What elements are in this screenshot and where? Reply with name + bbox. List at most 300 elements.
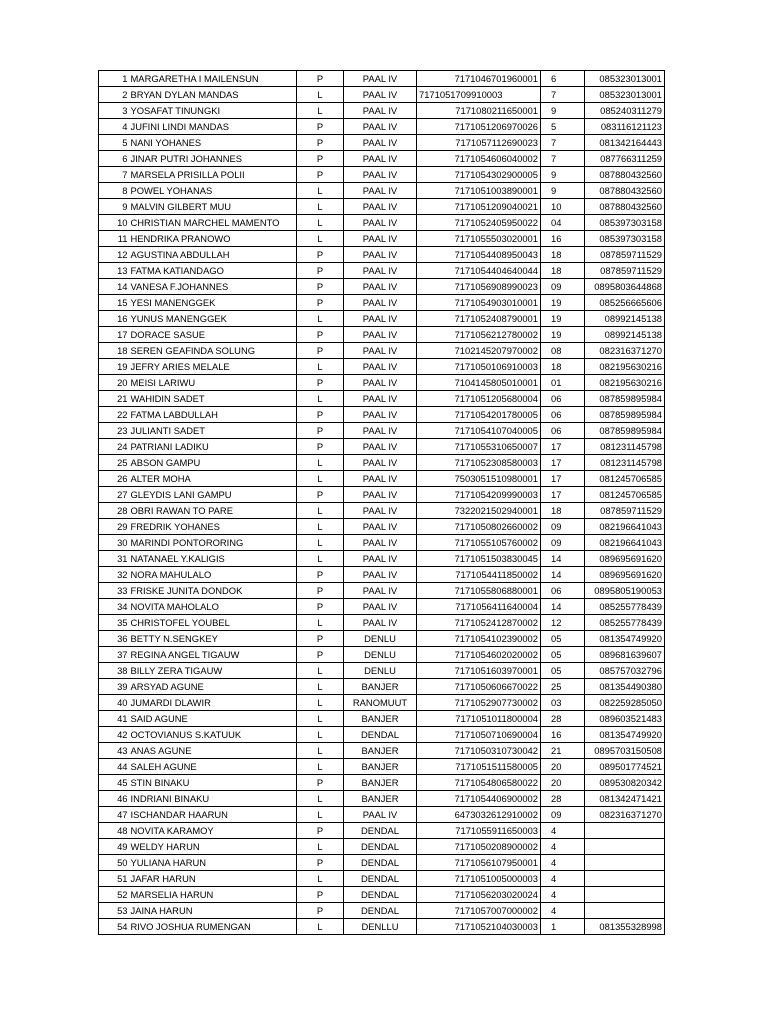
phone-cell: 087859711529	[585, 263, 665, 279]
person-name: FATMA KATIANDAGO	[129, 263, 297, 279]
table-row	[99, 919, 665, 935]
code-cell: 06	[541, 583, 585, 599]
phone-cell: 085255778439	[585, 599, 665, 615]
location-cell: BANJER	[344, 711, 417, 727]
phone-cell: 082259285050	[585, 695, 665, 711]
person-name: PATRIANI LADIKU	[129, 439, 297, 455]
location-cell: PAAL IV	[344, 615, 417, 631]
row-number: 27	[99, 487, 129, 503]
location-cell: PAAL IV	[344, 807, 417, 823]
gender-cell: P	[297, 423, 344, 439]
location-cell: PAAL IV	[344, 295, 417, 311]
row-number: 7	[99, 167, 129, 183]
person-name: STIN BINAKU	[129, 775, 297, 791]
gender-cell: P	[297, 135, 344, 151]
location-cell: DENDAL	[344, 903, 417, 919]
code-cell: 9	[541, 167, 585, 183]
gender-cell: P	[297, 279, 344, 295]
gender-cell: L	[297, 791, 344, 807]
gender-cell: L	[297, 183, 344, 199]
phone-cell: 087859711529	[585, 247, 665, 263]
person-name: NANI YOHANES	[129, 135, 297, 151]
table-row	[99, 711, 665, 727]
phone-cell: 08992145138	[585, 327, 665, 343]
phone-cell: 08992145138	[585, 311, 665, 327]
id-number-cell: 7171051005000003	[417, 871, 541, 887]
table-row	[99, 391, 665, 407]
phone-cell: 081355328998	[585, 919, 665, 935]
person-name: JUFINI LINDI MANDAS	[129, 119, 297, 135]
code-cell: 14	[541, 599, 585, 615]
row-number: 36	[99, 631, 129, 647]
table-row	[99, 519, 665, 535]
location-cell: PAAL IV	[344, 359, 417, 375]
code-cell: 18	[541, 359, 585, 375]
code-cell: 5	[541, 119, 585, 135]
id-number-cell: 7171054302900005	[417, 167, 541, 183]
phone-cell: 085255778439	[585, 615, 665, 631]
id-number-cell: 7171057007000002	[417, 903, 541, 919]
row-number: 2	[99, 87, 129, 103]
gender-cell: P	[297, 71, 344, 87]
gender-cell: P	[297, 295, 344, 311]
location-cell: PAAL IV	[344, 375, 417, 391]
person-name: MARGARETHA I MAILENSUN	[129, 71, 297, 87]
gender-cell: L	[297, 695, 344, 711]
id-number-cell: 7171052405950022	[417, 215, 541, 231]
person-name: JEFRY ARIES MELALE	[129, 359, 297, 375]
code-cell: 04	[541, 215, 585, 231]
row-number: 31	[99, 551, 129, 567]
person-name: YUNUS MANENGGEK	[129, 311, 297, 327]
gender-cell: L	[297, 359, 344, 375]
code-cell: 05	[541, 663, 585, 679]
row-number: 23	[99, 423, 129, 439]
location-cell: DENDAL	[344, 839, 417, 855]
table-row	[99, 455, 665, 471]
id-number-cell: 7102145207970002	[417, 343, 541, 359]
code-cell: 05	[541, 647, 585, 663]
location-cell: DENLU	[344, 663, 417, 679]
row-number: 13	[99, 263, 129, 279]
person-name: FRISKE JUNITA DONDOK	[129, 583, 297, 599]
phone-cell: 085397303158	[585, 215, 665, 231]
person-name: SAID AGUNE	[129, 711, 297, 727]
code-cell: 4	[541, 887, 585, 903]
code-cell: 6	[541, 71, 585, 87]
phone-cell: 087859895984	[585, 423, 665, 439]
row-number: 47	[99, 807, 129, 823]
phone-cell: 089603521483	[585, 711, 665, 727]
code-cell: 7	[541, 87, 585, 103]
phone-cell: 089695691620	[585, 551, 665, 567]
table-row	[99, 231, 665, 247]
id-number-cell: 7171052412870002	[417, 615, 541, 631]
location-cell: PAAL IV	[344, 471, 417, 487]
table-row	[99, 535, 665, 551]
code-cell: 16	[541, 727, 585, 743]
person-name: BILLY ZERA TIGAUW	[129, 663, 297, 679]
gender-cell: L	[297, 663, 344, 679]
location-cell: DENDAL	[344, 871, 417, 887]
id-number-cell: 7171051003890001	[417, 183, 541, 199]
person-name: NORA MAHULALO	[129, 567, 297, 583]
gender-cell: L	[297, 615, 344, 631]
phone-cell: 085256665606	[585, 295, 665, 311]
phone-cell: 082316371270	[585, 807, 665, 823]
location-cell: PAAL IV	[344, 343, 417, 359]
person-name: RIVO JOSHUA RUMENGAN	[129, 919, 297, 935]
code-cell: 03	[541, 695, 585, 711]
code-cell: 09	[541, 519, 585, 535]
person-name: NOVITA KARAMOY	[129, 823, 297, 839]
gender-cell: L	[297, 871, 344, 887]
gender-cell: P	[297, 327, 344, 343]
person-name: VANESA F.JOHANNES	[129, 279, 297, 295]
row-number: 6	[99, 151, 129, 167]
phone-cell: 081245706585	[585, 487, 665, 503]
person-name: NATANAEL Y.KALIGIS	[129, 551, 297, 567]
person-name: YESI MANENGGEK	[129, 295, 297, 311]
table-row	[99, 359, 665, 375]
row-number: 45	[99, 775, 129, 791]
phone-cell: 081354749920	[585, 631, 665, 647]
code-cell: 05	[541, 631, 585, 647]
row-number: 25	[99, 455, 129, 471]
gender-cell: P	[297, 487, 344, 503]
id-number-cell: 7171050310730042	[417, 743, 541, 759]
id-number-cell: 7171051205680004	[417, 391, 541, 407]
code-cell: 4	[541, 823, 585, 839]
id-number-cell: 7171056107950001	[417, 855, 541, 871]
id-number-cell: 7171051511580005	[417, 759, 541, 775]
gender-cell: L	[297, 471, 344, 487]
code-cell: 7	[541, 151, 585, 167]
id-number-cell: 7171051503830045	[417, 551, 541, 567]
row-number: 34	[99, 599, 129, 615]
table-row	[99, 119, 665, 135]
id-number-cell: 7171054102390002	[417, 631, 541, 647]
id-number-cell: 7171050606670022	[417, 679, 541, 695]
id-number-cell: 7171054201780005	[417, 407, 541, 423]
location-cell: BANJER	[344, 743, 417, 759]
person-name: AGUSTINA ABDULLAH	[129, 247, 297, 263]
location-cell: PAAL IV	[344, 87, 417, 103]
phone-cell: 0895803644868	[585, 279, 665, 295]
gender-cell: P	[297, 263, 344, 279]
id-number-cell: 7171052408790001	[417, 311, 541, 327]
person-name: NOVITA MAHOLALO	[129, 599, 297, 615]
code-cell: 20	[541, 775, 585, 791]
table-row	[99, 583, 665, 599]
location-cell: PAAL IV	[344, 519, 417, 535]
table-row	[99, 775, 665, 791]
row-number: 26	[99, 471, 129, 487]
table-row	[99, 663, 665, 679]
location-cell: PAAL IV	[344, 423, 417, 439]
code-cell: 06	[541, 407, 585, 423]
gender-cell: L	[297, 727, 344, 743]
gender-cell: P	[297, 583, 344, 599]
phone-cell: 087880432560	[585, 167, 665, 183]
code-cell: 14	[541, 551, 585, 567]
table-row	[99, 439, 665, 455]
id-number-cell: 7171054806580022	[417, 775, 541, 791]
gender-cell: L	[297, 743, 344, 759]
location-cell: PAAL IV	[344, 135, 417, 151]
gender-cell: L	[297, 103, 344, 119]
person-name: ARSYAD AGUNE	[129, 679, 297, 695]
row-number: 8	[99, 183, 129, 199]
row-number: 4	[99, 119, 129, 135]
id-number-cell: 7503051510980001	[417, 471, 541, 487]
id-number-cell: 6473032612910002	[417, 807, 541, 823]
phone-cell	[585, 887, 665, 903]
code-cell: 28	[541, 711, 585, 727]
code-cell: 16	[541, 231, 585, 247]
gender-cell: L	[297, 839, 344, 855]
gender-cell: L	[297, 311, 344, 327]
gender-cell: L	[297, 535, 344, 551]
table-row	[99, 167, 665, 183]
id-number-cell: 7171050710690004	[417, 727, 541, 743]
location-cell: DENDAL	[344, 823, 417, 839]
table-row	[99, 679, 665, 695]
location-cell: DENLU	[344, 631, 417, 647]
phone-cell	[585, 871, 665, 887]
id-number-cell: 7171046701960001	[417, 71, 541, 87]
id-number-cell: 7171055503020001	[417, 231, 541, 247]
gender-cell: P	[297, 167, 344, 183]
phone-cell: 089681639607	[585, 647, 665, 663]
gender-cell: P	[297, 439, 344, 455]
id-number-cell: 7322021502940001	[417, 503, 541, 519]
code-cell: 9	[541, 183, 585, 199]
code-cell: 09	[541, 807, 585, 823]
row-number: 48	[99, 823, 129, 839]
id-number-cell: 7171055310650007	[417, 439, 541, 455]
gender-cell: L	[297, 679, 344, 695]
id-number-cell: 7171054406900002	[417, 791, 541, 807]
location-cell: PAAL IV	[344, 103, 417, 119]
code-cell: 14	[541, 567, 585, 583]
person-name: CHRISTIAN MARCHEL MAMENTO	[129, 215, 297, 231]
location-cell: RANOMUUT	[344, 695, 417, 711]
code-cell: 18	[541, 263, 585, 279]
location-cell: PAAL IV	[344, 599, 417, 615]
row-number: 35	[99, 615, 129, 631]
person-name: ANAS AGUNE	[129, 743, 297, 759]
location-cell: PAAL IV	[344, 279, 417, 295]
phone-cell: 081245706585	[585, 471, 665, 487]
gender-cell: L	[297, 215, 344, 231]
gender-cell: L	[297, 391, 344, 407]
table-row	[99, 503, 665, 519]
code-cell: 09	[541, 535, 585, 551]
table-row	[99, 423, 665, 439]
id-number-cell: 7171052104030003	[417, 919, 541, 935]
code-cell: 01	[541, 375, 585, 391]
table-row	[99, 183, 665, 199]
phone-cell: 082195630216	[585, 375, 665, 391]
gender-cell: L	[297, 199, 344, 215]
code-cell: 18	[541, 503, 585, 519]
table-row	[99, 311, 665, 327]
row-number: 12	[99, 247, 129, 263]
location-cell: DENLLU	[344, 919, 417, 935]
table-row	[99, 471, 665, 487]
row-number: 51	[99, 871, 129, 887]
row-number: 32	[99, 567, 129, 583]
row-number: 20	[99, 375, 129, 391]
location-cell: PAAL IV	[344, 215, 417, 231]
row-number: 46	[99, 791, 129, 807]
code-cell: 25	[541, 679, 585, 695]
gender-cell: L	[297, 455, 344, 471]
phone-cell	[585, 823, 665, 839]
phone-cell: 085323013001	[585, 87, 665, 103]
gender-cell: L	[297, 551, 344, 567]
id-number-cell: 7171051603970001	[417, 663, 541, 679]
table-row	[99, 135, 665, 151]
person-name: MALVIN GILBERT MUU	[129, 199, 297, 215]
row-number: 10	[99, 215, 129, 231]
table-row	[99, 71, 665, 87]
row-number: 49	[99, 839, 129, 855]
id-number-cell: 7171057112690023	[417, 135, 541, 151]
row-number: 30	[99, 535, 129, 551]
person-name: DORACE SASUE	[129, 327, 297, 343]
table-row	[99, 871, 665, 887]
phone-cell: 089501774521	[585, 759, 665, 775]
row-number: 15	[99, 295, 129, 311]
location-cell: PAAL IV	[344, 119, 417, 135]
gender-cell: P	[297, 407, 344, 423]
location-cell: BANJER	[344, 775, 417, 791]
row-number: 54	[99, 919, 129, 935]
row-number: 18	[99, 343, 129, 359]
table-row	[99, 215, 665, 231]
row-number: 17	[99, 327, 129, 343]
location-cell: PAAL IV	[344, 567, 417, 583]
id-number-cell: 7171052308580003	[417, 455, 541, 471]
gender-cell: L	[297, 759, 344, 775]
code-cell: 4	[541, 855, 585, 871]
gender-cell: P	[297, 375, 344, 391]
code-cell: 7	[541, 135, 585, 151]
person-name: WELDY HARUN	[129, 839, 297, 855]
phone-cell: 087766311259	[585, 151, 665, 167]
table-row	[99, 263, 665, 279]
location-cell: BANJER	[344, 679, 417, 695]
code-cell: 21	[541, 743, 585, 759]
id-number-cell: 7171054404640044	[417, 263, 541, 279]
row-number: 16	[99, 311, 129, 327]
phone-cell: 089530820342	[585, 775, 665, 791]
person-name: MARINDI PONTORORING	[129, 535, 297, 551]
person-name: ISCHANDAR HAARUN	[129, 807, 297, 823]
person-name: YULIANA HARUN	[129, 855, 297, 871]
id-number-cell: 7171051209040021	[417, 199, 541, 215]
table-row	[99, 647, 665, 663]
table-row	[99, 103, 665, 119]
phone-cell: 085757032796	[585, 663, 665, 679]
person-name: SEREN GEAFINDA SOLUNG	[129, 343, 297, 359]
phone-cell: 082316371270	[585, 343, 665, 359]
location-cell: PAAL IV	[344, 151, 417, 167]
row-number: 22	[99, 407, 129, 423]
table-row	[99, 551, 665, 567]
gender-cell: P	[297, 903, 344, 919]
id-number-cell: 7171055105760002	[417, 535, 541, 551]
code-cell: 20	[541, 759, 585, 775]
location-cell: PAAL IV	[344, 263, 417, 279]
person-name: CHRISTOFEL YOUBEL	[129, 615, 297, 631]
phone-cell: 085323013001	[585, 71, 665, 87]
gender-cell: L	[297, 807, 344, 823]
table-row	[99, 727, 665, 743]
location-cell: PAAL IV	[344, 535, 417, 551]
person-name: YOSAFAT TINUNGKI	[129, 103, 297, 119]
code-cell: 19	[541, 311, 585, 327]
code-cell: 17	[541, 471, 585, 487]
person-name: INDRIANI BINAKU	[129, 791, 297, 807]
location-cell: PAAL IV	[344, 407, 417, 423]
table-row	[99, 407, 665, 423]
phone-cell: 087859895984	[585, 407, 665, 423]
location-cell: BANJER	[344, 791, 417, 807]
row-number: 42	[99, 727, 129, 743]
table-row	[99, 247, 665, 263]
person-name: JAFAR HARUN	[129, 871, 297, 887]
code-cell: 9	[541, 103, 585, 119]
row-number: 50	[99, 855, 129, 871]
location-cell: PAAL IV	[344, 199, 417, 215]
gender-cell: P	[297, 887, 344, 903]
person-name: ABSON GAMPU	[129, 455, 297, 471]
code-cell: 12	[541, 615, 585, 631]
gender-cell: P	[297, 823, 344, 839]
gender-cell: P	[297, 647, 344, 663]
phone-cell: 087859895984	[585, 391, 665, 407]
table-row	[99, 151, 665, 167]
table-row	[99, 791, 665, 807]
row-number: 14	[99, 279, 129, 295]
phone-cell: 087859711529	[585, 503, 665, 519]
person-name: MARSELIA HARUN	[129, 887, 297, 903]
id-number-cell: 7171051709910003	[417, 87, 541, 103]
row-number: 5	[99, 135, 129, 151]
code-cell: 08	[541, 343, 585, 359]
id-number-cell: 7171054408950043	[417, 247, 541, 263]
person-name: POWEL YOHANAS	[129, 183, 297, 199]
id-number-cell: 7171056203020024	[417, 887, 541, 903]
code-cell: 28	[541, 791, 585, 807]
phone-cell: 081342471421	[585, 791, 665, 807]
location-cell: PAAL IV	[344, 391, 417, 407]
location-cell: PAAL IV	[344, 311, 417, 327]
table-body	[99, 71, 665, 935]
row-number: 9	[99, 199, 129, 215]
row-number: 28	[99, 503, 129, 519]
gender-cell: P	[297, 151, 344, 167]
table-row	[99, 695, 665, 711]
phone-cell: 083116121123	[585, 119, 665, 135]
row-number: 11	[99, 231, 129, 247]
gender-cell: L	[297, 87, 344, 103]
id-number-cell: 7171080211650001	[417, 103, 541, 119]
row-number: 1	[99, 71, 129, 87]
